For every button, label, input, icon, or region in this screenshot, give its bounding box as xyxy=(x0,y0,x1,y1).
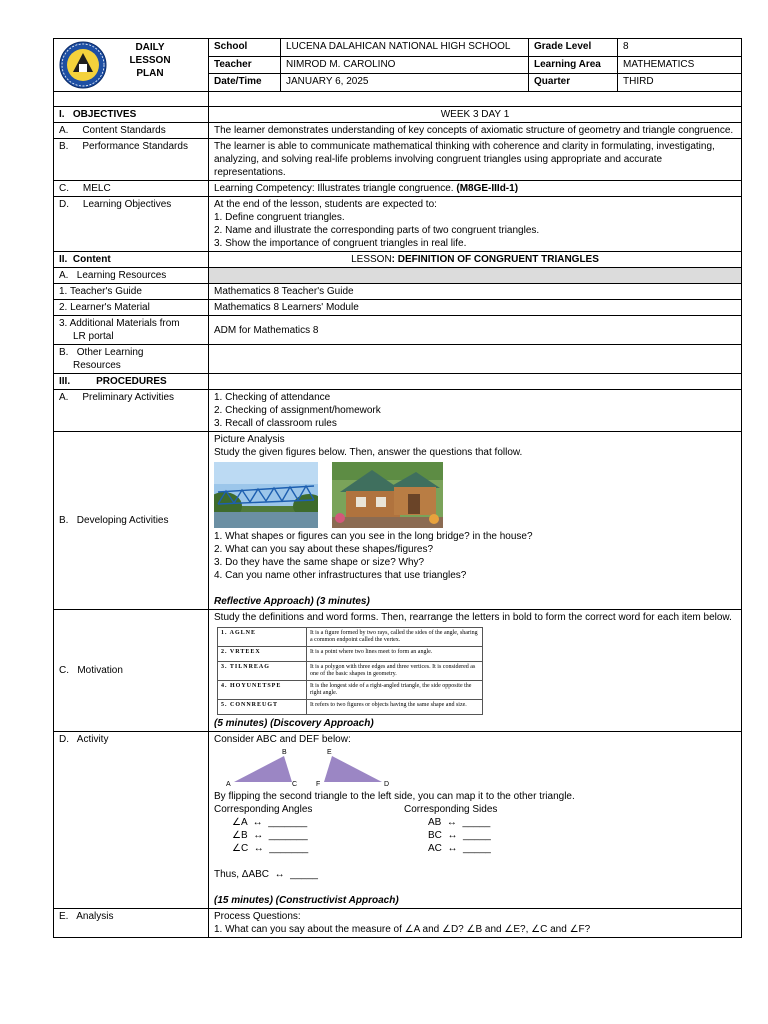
word-definition: It is a figure formed by two rays, called the sides of the angle, sharing a common endpoint called the vertex. xyxy=(310,630,478,643)
motivation-approach: (5 minutes) (Discovery Approach) xyxy=(214,718,374,729)
word-definition: It is a polygon with three edges and three vertices. It is considered as one of the basic shapes in geometry. xyxy=(310,664,476,677)
date-value: JANUARY 6, 2025 xyxy=(281,74,529,92)
developing-question: 1. What shapes or figures can you see in the long bridge? in the house? xyxy=(214,531,533,542)
objective-item: 3. Show the importance of congruent triangles in real life. xyxy=(214,238,467,249)
content-standards-text: The learner demonstrates understanding of key concepts of axiomatic structure of geometry and triangle congruence. xyxy=(209,123,742,139)
learning-objectives-label: D. Learning Objectives xyxy=(54,197,209,252)
activity-label: D. Activity xyxy=(54,732,209,909)
quarter-label: Quarter xyxy=(529,74,618,92)
scrambled-word: 1. AGLNE xyxy=(218,628,307,646)
school-value: LUCENA DALAHICAN NATIONAL HIGH SCHOOL xyxy=(281,39,529,57)
developing-question: 2. What can you say about these shapes/figures? xyxy=(214,544,434,555)
triangle-abc xyxy=(234,756,292,782)
vertex-label-e: E xyxy=(327,749,332,756)
additional-materials-label-line: 3. Additional Materials from xyxy=(59,318,180,329)
activity-cell xyxy=(209,732,742,909)
grade-value: 8 xyxy=(618,39,742,57)
vocabulary-row xyxy=(218,700,482,714)
scrambled-word: 4. HOYUNETSPE xyxy=(218,681,307,699)
preliminary-item: 2. Checking of assignment/homework xyxy=(214,405,381,416)
additional-materials-value: ADM for Mathematics 8 xyxy=(209,316,742,345)
school-logo-cell xyxy=(54,39,209,92)
week-day-label: WEEK 3 DAY 1 xyxy=(209,107,742,123)
spacer-line xyxy=(214,582,736,595)
spacer-line xyxy=(214,881,736,894)
other-resources-label xyxy=(54,345,209,374)
procedures-heading xyxy=(54,374,209,390)
activity-intro: Consider ABC and DEF below: xyxy=(214,734,351,745)
teachers-guide-value: Mathematics 8 Teacher's Guide xyxy=(209,284,742,300)
lesson-plan-page xyxy=(53,38,741,938)
picture-analysis-instruction: Study the given figures below. Then, answer the questions that follow. xyxy=(214,447,523,458)
angle-pair: ∠C ↔ _______ xyxy=(232,843,309,854)
vertex-label-d: D xyxy=(384,781,390,788)
scrambled-word: 2. VRTEEX xyxy=(218,647,307,661)
objectives-heading: I. OBJECTIVES xyxy=(54,107,209,123)
melc-label: C. MELC xyxy=(54,181,209,197)
other-resources-label-line: B. Other Learning xyxy=(59,347,144,358)
content-standards-label: A. Content Standards xyxy=(54,123,209,139)
learners-material-label: 2. Learner's Material xyxy=(54,300,209,316)
content-heading: II. Content xyxy=(54,252,209,268)
angle-pair: ∠A ↔ _______ xyxy=(232,817,308,828)
performance-standards-label: B. Performance Standards xyxy=(54,139,209,181)
word-definition: It is the longest side of a right-angled triangle, the side opposite the right angle. xyxy=(310,683,472,696)
preliminary-activities-list xyxy=(209,390,742,432)
vocabulary-row xyxy=(218,647,482,662)
school-seal-logo xyxy=(57,40,109,90)
triangle-def xyxy=(324,756,382,782)
school-label: School xyxy=(209,39,281,57)
activity-approach: (15 minutes) (Constructivist Approach) xyxy=(214,895,399,906)
header-spacer-cell xyxy=(54,92,209,107)
date-label: Date/Time xyxy=(209,74,281,92)
scrambled-word: 3. TILNREAG xyxy=(218,662,307,680)
quarter-value: THIRD xyxy=(618,74,742,92)
lesson-plan-table xyxy=(53,38,742,938)
procedures-title: PROCEDURES xyxy=(96,376,167,387)
picture-analysis-title: Picture Analysis xyxy=(214,434,285,445)
other-resources-label-line: Resources xyxy=(73,360,121,371)
objective-item: 1. Define congruent triangles. xyxy=(214,212,345,223)
header-spacer-cell xyxy=(209,92,742,107)
learning-resources-label: A. Learning Resources xyxy=(54,268,209,284)
correspondence-table xyxy=(214,803,736,855)
motivation-cell xyxy=(209,610,742,732)
dlp-title-line: PLAN xyxy=(136,68,164,79)
lesson-prefix: LESSON xyxy=(351,254,392,265)
corresponding-sides-column xyxy=(404,803,604,855)
objective-item: 2. Name and illustrate the corresponding parts of two congruent triangles. xyxy=(214,225,540,236)
motivation-label: C. Motivation xyxy=(54,610,209,732)
triangles-figure xyxy=(226,748,406,788)
dlp-title xyxy=(115,41,185,80)
learners-material-value: Mathematics 8 Learners' Module xyxy=(209,300,742,316)
dlp-title-line: LESSON xyxy=(129,55,171,66)
spacer-line xyxy=(214,855,736,868)
additional-materials-label xyxy=(54,316,209,345)
developing-activities-cell xyxy=(209,432,742,610)
side-pair: AB ↔ _____ xyxy=(428,817,491,828)
learning-objectives-list xyxy=(209,197,742,252)
angle-pair: ∠B ↔ _______ xyxy=(232,830,308,841)
preliminary-item: 3. Recall of classroom rules xyxy=(214,418,337,429)
vocabulary-table xyxy=(217,627,483,715)
melc-code: (M8GE-IIId-1) xyxy=(456,183,519,194)
learning-area-label: Learning Area xyxy=(529,56,618,74)
congruence-statement: Thus, ΔABC ↔ _____ xyxy=(214,869,318,880)
vocabulary-row xyxy=(218,628,482,647)
analysis-cell xyxy=(209,909,742,938)
developing-question: 4. Can you name other infrastructures that use triangles? xyxy=(214,570,467,581)
lesson-title-cell xyxy=(209,252,742,268)
picture-row xyxy=(214,462,736,528)
grade-label: Grade Level xyxy=(529,39,618,57)
developing-question: 3. Do they have the same shape or size? Why? xyxy=(214,557,425,568)
process-questions-title: Process Questions: xyxy=(214,911,301,922)
developing-approach: Reflective Approach) (3 minutes) xyxy=(214,596,370,607)
vertex-label-a: A xyxy=(226,781,231,788)
objective-item: At the end of the lesson, students are expected to: xyxy=(214,199,437,210)
vocabulary-row xyxy=(218,662,482,681)
teachers-guide-label: 1. Teacher's Guide xyxy=(54,284,209,300)
side-pair: AC ↔ _____ xyxy=(428,843,491,854)
vertex-label-b: B xyxy=(282,749,287,756)
dlp-title-line: DAILY xyxy=(135,42,165,53)
teacher-label: Teacher xyxy=(209,56,281,74)
vertex-label-c: C xyxy=(292,781,298,788)
word-definition: It refers to two figures or objects having the same shape and size. xyxy=(310,702,467,708)
corresponding-angles-column xyxy=(214,803,404,855)
corresponding-angles-heading: Corresponding Angles xyxy=(214,804,313,815)
teacher-value: NIMROD M. CAROLINO xyxy=(281,56,529,74)
analysis-label: E. Analysis xyxy=(54,909,209,938)
melc-cell xyxy=(209,181,742,197)
vocabulary-row xyxy=(218,681,482,700)
procedures-number: III. xyxy=(59,376,71,387)
corresponding-sides-heading: Corresponding Sides xyxy=(404,804,498,815)
scrambled-word: 5. CONNREUGT xyxy=(218,700,307,714)
lesson-title: : DEFINITION OF CONGRUENT TRIANGLES xyxy=(391,254,599,265)
other-resources-value xyxy=(209,345,742,374)
learning-resources-cell xyxy=(209,268,742,284)
motivation-instruction: Study the definitions and word forms. Then, rearrange the letters in bold to form the correct word for each item below. xyxy=(214,612,732,623)
bridge-photo xyxy=(214,462,318,528)
preliminary-item: 1. Checking of attendance xyxy=(214,392,331,403)
house-photo xyxy=(332,462,443,528)
melc-text: Learning Competency: Illustrates triangle congruence. xyxy=(214,183,457,194)
learning-area-value: MATHEMATICS xyxy=(618,56,742,74)
additional-materials-label-line: LR portal xyxy=(73,331,114,342)
vertex-label-f: F xyxy=(316,781,321,788)
activity-flip-text: By flipping the second triangle to the left side, you can map it to the other triangle. xyxy=(214,791,575,802)
developing-activities-label: B. Developing Activities xyxy=(54,432,209,610)
side-pair: BC ↔ _____ xyxy=(428,830,491,841)
performance-standards-text: The learner is able to communicate mathematical thinking with coherence and clarity in formulating, investigating, analyzing, and solving real-life problems involving congruent triangles using appropriate and accurate representations. xyxy=(209,139,742,181)
analysis-question: 1. What can you say about the measure of ∠A and ∠D? ∠B and ∠E?, ∠C and ∠F? xyxy=(214,924,591,935)
preliminary-activities-label: A. Preliminary Activities xyxy=(54,390,209,432)
word-definition: It is a point where two lines meet to form an angle. xyxy=(310,649,433,655)
procedures-heading-blank xyxy=(209,374,742,390)
